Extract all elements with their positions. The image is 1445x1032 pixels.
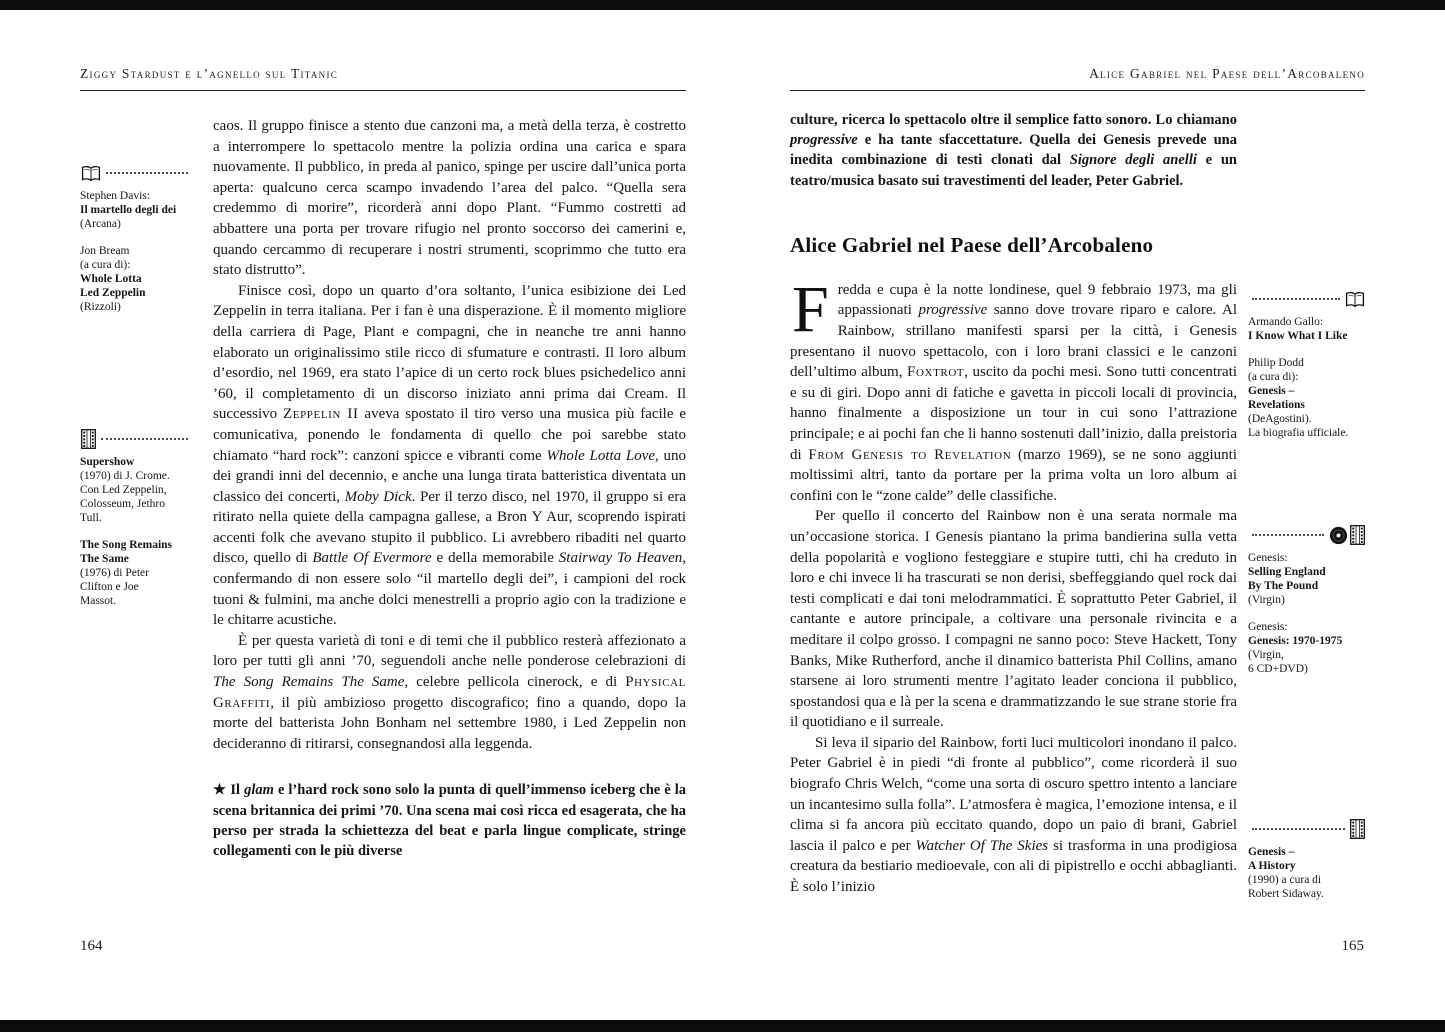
running-head-right: Alice Gabriel nel Paese dell’Arcobaleno xyxy=(1089,66,1365,81)
margin-note-line: (Arcana) xyxy=(80,218,121,230)
dotted-leader xyxy=(1252,534,1324,536)
disc-icon xyxy=(1329,525,1348,545)
dotted-leader xyxy=(106,172,188,174)
paragraph-text: Finisce così, dopo un quarto d’ora soltanto, l’unica esibizione dei Led Zeppelin in terra italiana. Per i fan è una disperazione. È il momento migliore della carriera di Page, Plant e compagni, che in neanche tre anni hanno elaborato un originalissimo stile ricco di sfumature e contrasti. Il loro album d’esordio, nel 1969, era stato l’apice di un certo rock blues psichedelico anni ’60, il completamento di un discorso iniziato anni prima dai Cream. Il successivo Zeppelin II aveva spostato il tiro verso una musica più facile e comunicativa, ponendo le fondamenta di quello che poi sarebbe stato chiamato “hard rock”: canzoni spicce e vibranti come Whole Lotta Love, uno dei grandi inni del decennio, e anche una lunga tirata batteristica diventata un classico dei concerti, Moby Dick. Per il terzo disco, nel 1970, il gruppo si era ritirato nella quiete della campagna gallese, a Bron Y Aur, scoprendo ispirati accenti folk che avevano stupito il pubblico. Li avrebbero ribaditi nel quarto disco, quello di Battle Of Evermore e della memorabile Stairway To Heaven, confermando di non essere solo “il martello degli dei”, i campioni del rock tuoni & fulmini, ma anche dolci menestrelli a proprio agio con la tradizione e le chitarre acustiche. xyxy=(213,282,686,629)
scan-edge-bottom xyxy=(0,1020,1445,1032)
margin-note-icon-row xyxy=(1248,524,1366,546)
margin-note-icons xyxy=(80,165,102,182)
paragraph-text: È per questa varietà di toni e di temi che il pubblico resterà affezionato a loro per tutti gli anni ’70, seguendoli anche nelle ponderose celebrazioni di The Song Remains The Same, celebre pellicola cinerock, e di Physical Graffiti, il più ambizioso progetto discografico; fino a quando, dopo la morte del batterista John Bonham nel settembre 1980, i Led Zeppelin non decideranno di ritirarsi, consegnandosi alla leggenda. xyxy=(213,632,686,752)
paragraph-text: Per quello il concerto del Rainbow non è una serata normale ma un’occasione storica. I Genesis piantano la prima bandierina sulla vetta della popolarità e vogliono festeggiare e stupire tutti, chi ha creduto in loro e chi invece li ha trascurati se non derisi, sbeffeggiando quel rock dai testi complicati e dai toni melodrammatici. È soprattutto Peter Gabriel, il cantante e autore principale, a coltivare una personale rivincita e a meditare il colpo grosso. I compagni ne sanno poco: Steve Hackett, Tony Banks, Mike Rutherford, anche il dinamico batterista Phil Collins, amano starsene ai loro strumenti mentre l’agitato leader conciona il pubblico, spostandosi qua e là per la scena e drammatizzando le sue strane storie fra il quotidiano e il surreale. xyxy=(790,508,1237,731)
margin-note-line: Armando Gallo: xyxy=(1248,316,1324,328)
margin-note-line: Genesis: xyxy=(1248,552,1288,564)
drop-cap: F xyxy=(792,272,829,346)
paragraph-text: ★ Il glam e l’hard rock sono solo la punta di quell’immenso iceberg che è la scena britannica dei primi ’70. Una scena mai così ricca ed esagerata, che ha perso per strada la schiettezza del beat e parla lingue complicate, stringe collegamenti con le più diverse xyxy=(213,782,686,860)
margin-note-icons xyxy=(1349,819,1366,839)
margin-note-line: Colosseum, Jethro xyxy=(80,498,165,510)
margin-note-icon-row xyxy=(1248,288,1366,310)
margin-note-line: Robert Sidaway. xyxy=(1248,888,1324,900)
margin-note-line: Clifton e Joe xyxy=(80,581,139,593)
margin-note-line: Supershow xyxy=(80,456,135,468)
paragraph xyxy=(213,780,686,861)
margin-note-line: Tull. xyxy=(80,512,102,524)
margin-note-line: Con Led Zeppelin, xyxy=(80,484,167,496)
margin-note-line: Jon Bream xyxy=(80,245,130,257)
paragraph xyxy=(213,281,686,631)
margin-note-line: (a cura di): xyxy=(80,259,131,271)
book-icon xyxy=(1345,291,1365,308)
margin-note xyxy=(1248,620,1366,676)
margin-note-icon-row xyxy=(1248,818,1366,840)
page-number-right: 165 xyxy=(1341,938,1364,954)
left-text-column xyxy=(213,116,686,861)
running-head-left: Ziggy Stardust e l’agnello sul Titanic xyxy=(80,66,339,81)
margin-note-line: By The Pound xyxy=(1248,580,1319,592)
margin-note-line: (1976) di Peter xyxy=(80,567,149,579)
margin-note xyxy=(80,538,192,608)
paragraph xyxy=(213,116,686,281)
margin-note-line: Il martello degli dei xyxy=(80,204,177,216)
margin-note-icons xyxy=(1344,291,1366,308)
paragraph xyxy=(790,272,1238,507)
scan-edge-top xyxy=(0,0,1445,10)
margin-note-line: Genesis: 1970-1975 xyxy=(1248,635,1343,647)
paragraph-text: caos. Il gruppo finisce a stento due canzoni ma, a metà della terza, è costretto a interrompere lo spettacolo mentre la polizia ordina una carica e spara nuovamente. Il pubblico, in preda al panico, spinge per uscire dall’unica porta aperta: qualcuno cerca scampo invadendo l’area del palco. “Quella sera credemmo di morire”, ricorderà anni dopo Plant. “Fummo costretti ad abbattere una porta per trovare rifugio nel pronto soccorso dei camerini e, quando cercammo di recuperare i nostri strumenti, scoprimmo che tutto era stato distrutto”. xyxy=(213,118,686,279)
margin-note-block xyxy=(80,428,192,608)
margin-note-line: (1990) a cura di xyxy=(1248,874,1322,886)
margin-note-line: Whole Lotta xyxy=(80,273,142,285)
book-icon xyxy=(81,165,101,182)
margin-note-line: Genesis – xyxy=(1248,385,1295,397)
margin-note-line: Led Zeppelin xyxy=(80,287,146,299)
margin-note-line: Massot. xyxy=(80,595,117,607)
margin-note-line: Stephen Davis: xyxy=(80,190,150,202)
margin-note-icons xyxy=(80,429,97,449)
margin-note-icon-row xyxy=(80,162,192,184)
margin-note xyxy=(1248,845,1366,901)
margin-note-line: 6 CD+DVD) xyxy=(1248,663,1308,675)
paragraph xyxy=(790,110,1237,191)
margin-note-line: (Virgin, xyxy=(1248,649,1284,661)
margin-note-line: (Rizzoli) xyxy=(80,301,121,313)
right-body-paragraphs xyxy=(790,272,1238,898)
margin-note-line: The Same xyxy=(80,553,129,565)
right-margin-notes xyxy=(1248,0,1366,1032)
dotted-leader xyxy=(1252,298,1340,300)
paragraph xyxy=(213,631,686,755)
right-lead-paragraphs xyxy=(790,110,1237,191)
margin-note-block xyxy=(1248,524,1366,676)
paragraph-text: redda e cupa è la notte londinese, quel 9 febbraio 1973, ma gli appassionati progressive sanno dove trovare riparo e calore. Al Rainbow, strillano manifesti sparsi per la città, i Genesis presentano il nuovo spettacolo, con i loro brani classici e le canzoni dell’ultimo album, Foxtrot, uscito da pochi mesi. Sono tutti concentrati e su di giri. Dopo anni di fatiche e gavetta in piccoli locali di provincia, hanno finalmente a disposizione un tour in cui sono l’attrazione principale; e ai pochi fan che li hanno sostenuti dall’inizio, dalla preistoria di From Genesis to Revelation (marzo 1969), se ne sono aggiunti moltissimi altri, tanto da portare per la prima volta un loro album ai confini con le “zone calde” delle classifiche. xyxy=(790,281,1238,504)
dotted-leader xyxy=(1252,828,1345,830)
margin-note-line: Selling England xyxy=(1248,566,1326,578)
left-margin-notes xyxy=(80,0,192,1032)
paragraph-text: Si leva il sipario del Rainbow, forti luci multicolori inondano il palco. Peter Gabriel è in piedi “di fronte al pubblico”, come ricorderà il suo biografo Chris Welch, “come una sorta di oscuro spettro intento a lanciare un incantesimo sulla folla”. L’atmosfera è magica, l’emozione intensa, e il clima si fa ancora più eccitato quando, dopo un paio di brani, Gabriel lascia il palco e per Watcher Of The Skies si trasforma in una prodigiosa creatura da bestiario medioevale, con ali di pipistrello e occhi abbaglianti. È solo l’inizio xyxy=(790,734,1237,896)
section-heading: Alice Gabriel nel Paese dell’Arcobaleno xyxy=(790,232,1154,257)
margin-note xyxy=(1248,551,1366,607)
margin-note-line: La biografia ufficiale. xyxy=(1248,427,1349,439)
film-icon xyxy=(1350,819,1365,839)
paragraph xyxy=(790,733,1237,898)
margin-note-line: A History xyxy=(1248,860,1296,872)
margin-note-block xyxy=(1248,818,1366,901)
margin-note-line: (a cura di): xyxy=(1248,371,1299,383)
film-icon xyxy=(1350,525,1365,545)
margin-note xyxy=(80,189,192,231)
margin-note xyxy=(1248,356,1366,440)
margin-note xyxy=(80,244,192,314)
margin-note xyxy=(1248,315,1366,343)
right-text-column xyxy=(790,110,1237,898)
film-icon xyxy=(81,429,96,449)
margin-note-line: I Know What I Like xyxy=(1248,330,1348,342)
margin-note-icons xyxy=(1328,525,1366,545)
page-number-left: 164 xyxy=(80,938,103,954)
dotted-leader xyxy=(101,438,188,440)
margin-note-line: (1970) di J. Crome. xyxy=(80,470,170,482)
paragraph-text: culture, ricerca lo spettacolo oltre il semplice fatto sonoro. Lo chiamano progressive e ha tante sfaccettature. Quella dei Genesis prevede una inedita combinazione di testi clonati dal Signore degli anelli e un teatro/musica basato sui travestimenti del leader, Peter Gabriel. xyxy=(790,112,1237,189)
paragraph xyxy=(790,506,1237,733)
margin-note-block xyxy=(1248,288,1366,440)
margin-note-line: Genesis: xyxy=(1248,621,1288,633)
margin-note-line: (Virgin) xyxy=(1248,594,1285,606)
margin-note-block xyxy=(80,162,192,314)
margin-note-line: The Song Remains xyxy=(80,539,173,551)
margin-note-icon-row xyxy=(80,428,192,450)
margin-note xyxy=(80,455,192,525)
margin-note-line: Philip Dodd xyxy=(1248,357,1304,369)
margin-note-line: (DeAgostini). xyxy=(1248,413,1312,425)
margin-note-line: Revelations xyxy=(1248,399,1305,411)
margin-note-line: Genesis – xyxy=(1248,846,1295,858)
